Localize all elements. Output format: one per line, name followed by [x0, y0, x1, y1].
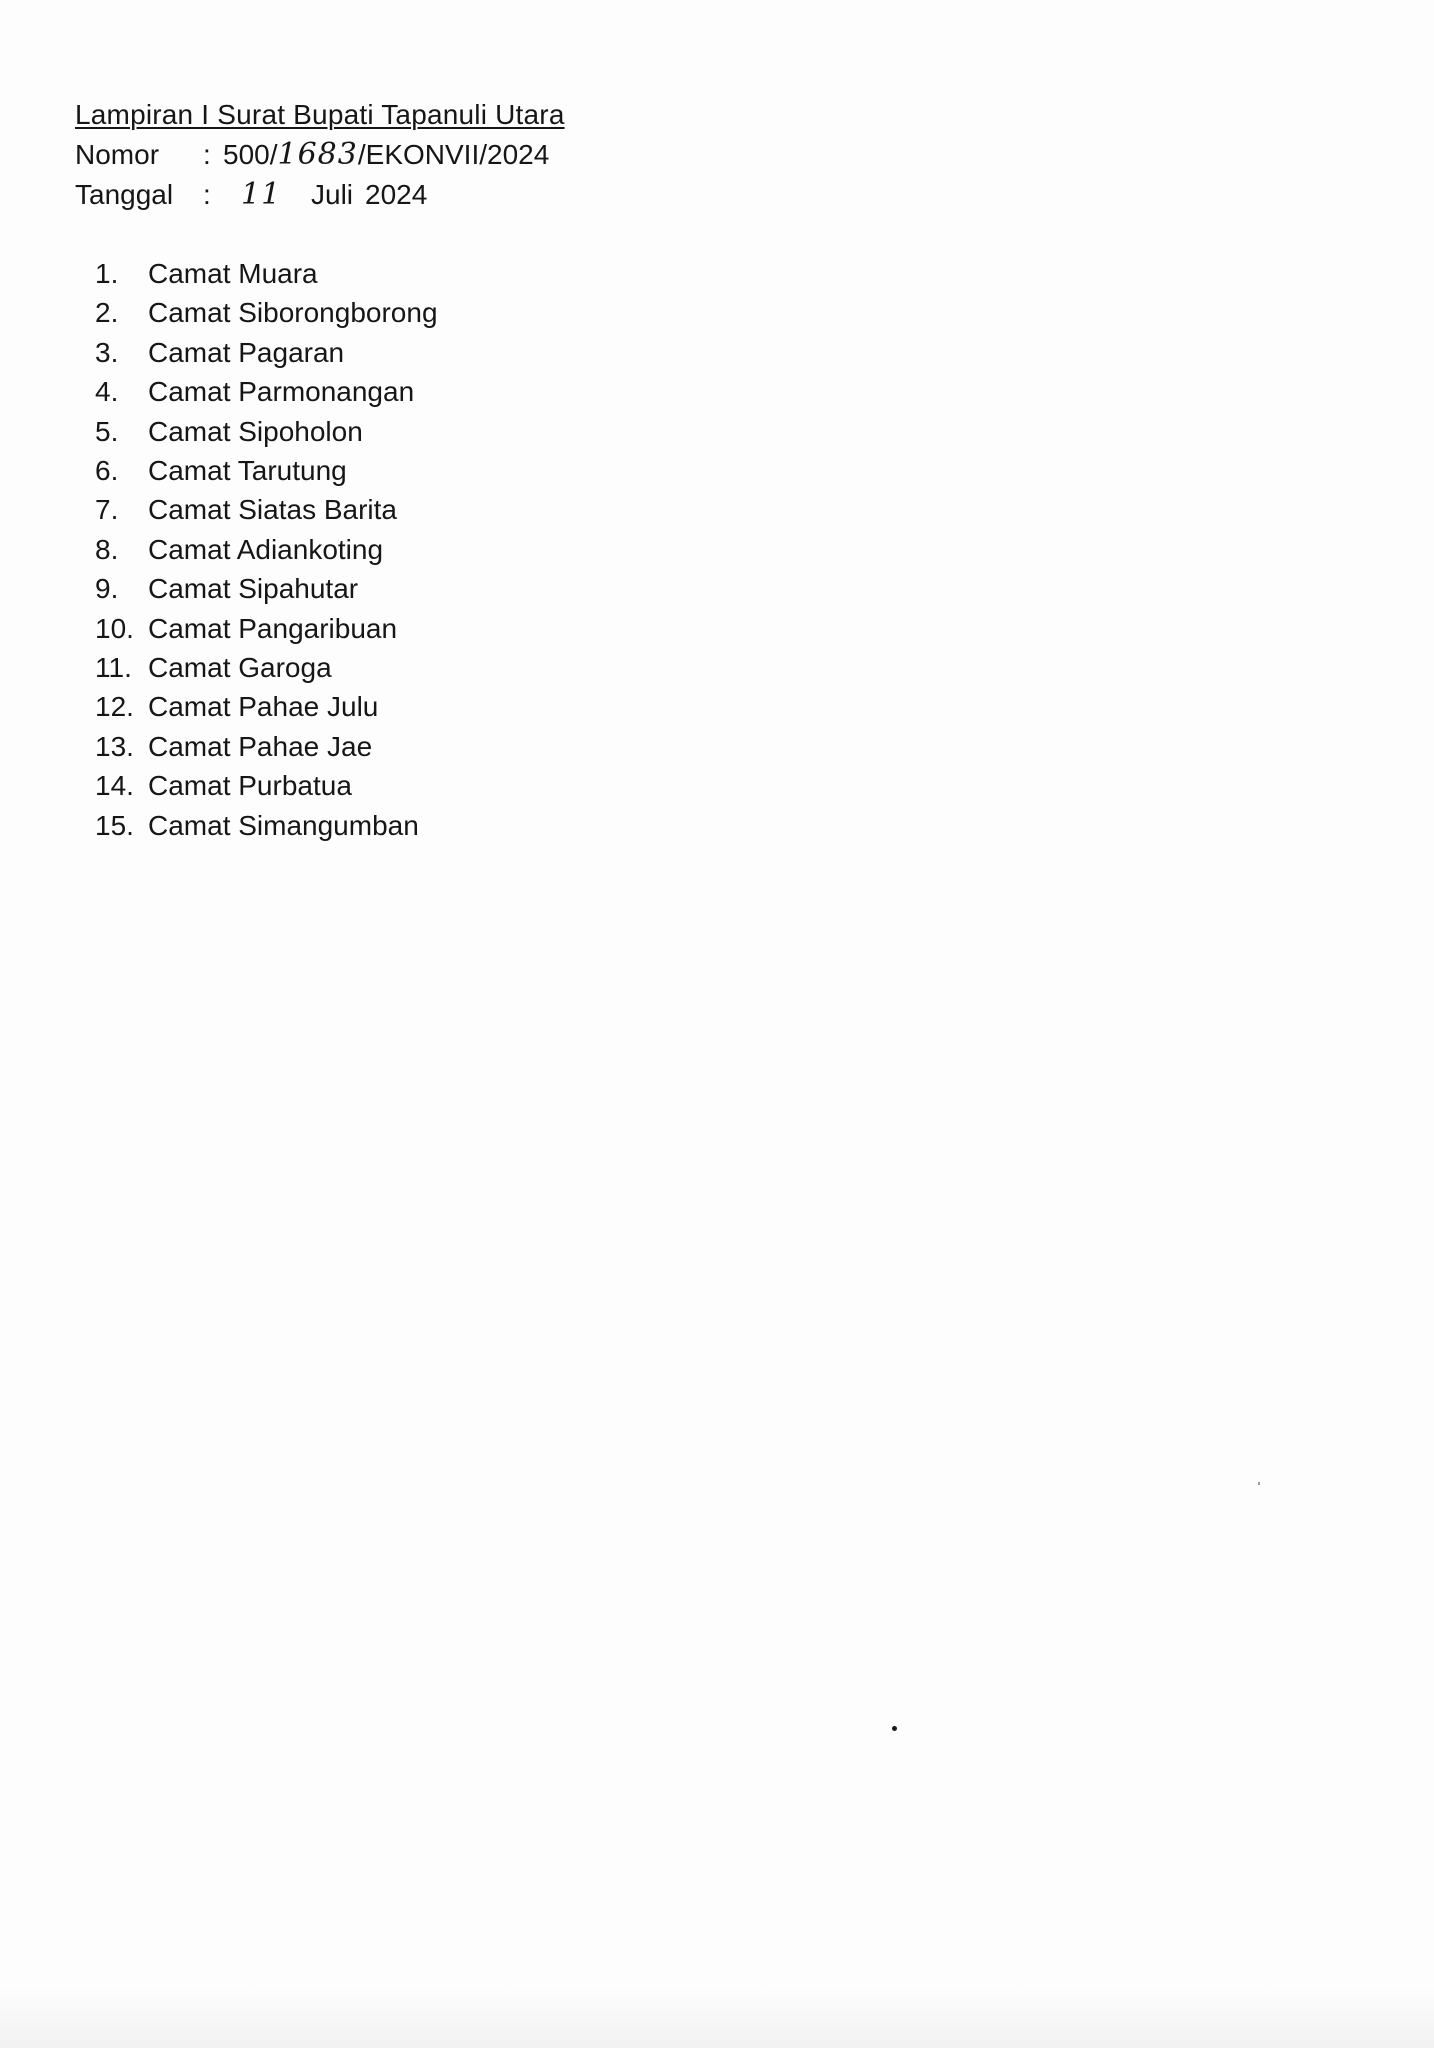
list-item-number: 13. — [95, 730, 134, 762]
list-item-number: 14. — [95, 770, 134, 802]
letter-number-suffix: /EKONVII/2024 — [357, 139, 550, 170]
list-item-number: 8. — [95, 533, 119, 565]
letter-date-row — [75, 175, 695, 215]
letter-date-month: Juli — [311, 179, 354, 210]
ink-dot — [892, 1726, 897, 1731]
attachment-title: Lampiran I Surat Bupati Tapanuli Utara — [75, 99, 565, 130]
letter-number-separator: : — [203, 139, 211, 170]
list-item — [95, 569, 438, 608]
list-item-number: 3. — [95, 336, 119, 368]
scan-speck — [1258, 1482, 1260, 1485]
list-item — [95, 254, 438, 293]
list-item — [95, 648, 438, 687]
list-item-number: 9. — [95, 573, 119, 605]
list-item — [95, 412, 438, 451]
letter-number-row — [75, 135, 695, 175]
list-item-number: 5. — [95, 415, 119, 447]
list-item-name: Camat Parmonangan — [148, 376, 415, 408]
list-item — [95, 333, 438, 372]
list-item — [95, 609, 438, 648]
list-item — [95, 766, 438, 805]
list-item-name: Camat Pangaribuan — [148, 612, 398, 644]
list-item-number: 2. — [95, 297, 119, 329]
list-item — [95, 530, 438, 569]
list-item-name: Camat Garoga — [148, 652, 332, 684]
letter-date-separator: : — [203, 179, 211, 210]
letter-date-year: 2024 — [365, 179, 428, 210]
list-item-number: 4. — [95, 376, 119, 408]
list-item-name: Camat Muara — [148, 258, 318, 289]
letter-number-label: Nomor — [75, 139, 160, 170]
list-item-name: Camat Sipoholon — [148, 415, 363, 447]
list-item-name: Camat Siborongborong — [148, 297, 438, 329]
letter-number-prefix: 500/ — [223, 139, 278, 170]
scan-shadow — [0, 1988, 1434, 2048]
list-item-number: 15. — [95, 809, 134, 841]
letter-number-handwritten: 1683 — [277, 137, 358, 172]
list-item-name: Camat Sipahutar — [148, 573, 359, 605]
letter-date-day-handwritten: 11 — [241, 177, 282, 212]
list-item — [95, 727, 438, 766]
list-item-number: 11. — [95, 652, 132, 684]
recipient-list — [95, 254, 438, 845]
list-item-number: 6. — [95, 455, 119, 487]
list-item-number: 10. — [95, 612, 134, 644]
list-item-name: Camat Simangumban — [148, 809, 419, 841]
list-item — [95, 490, 438, 529]
list-item-name: Camat Pahae Julu — [148, 691, 379, 723]
list-item-number: 1. — [95, 258, 119, 289]
list-item-number: 7. — [95, 494, 119, 526]
list-item — [95, 806, 438, 845]
list-item-name: Camat Pagaran — [148, 336, 345, 368]
list-item-name: Camat Adiankoting — [148, 533, 384, 565]
list-item-number: 12. — [95, 691, 134, 723]
list-item-name: Camat Purbatua — [148, 770, 352, 802]
list-item-name: Camat Pahae Jae — [148, 730, 373, 762]
list-item-name: Camat Tarutung — [148, 455, 347, 487]
list-item — [95, 687, 438, 726]
letter-date-label: Tanggal — [75, 179, 174, 210]
document-header — [75, 95, 695, 215]
list-item-name: Camat Siatas Barita — [148, 494, 397, 526]
list-item — [95, 372, 438, 411]
list-item — [95, 293, 438, 332]
list-item — [95, 451, 438, 490]
